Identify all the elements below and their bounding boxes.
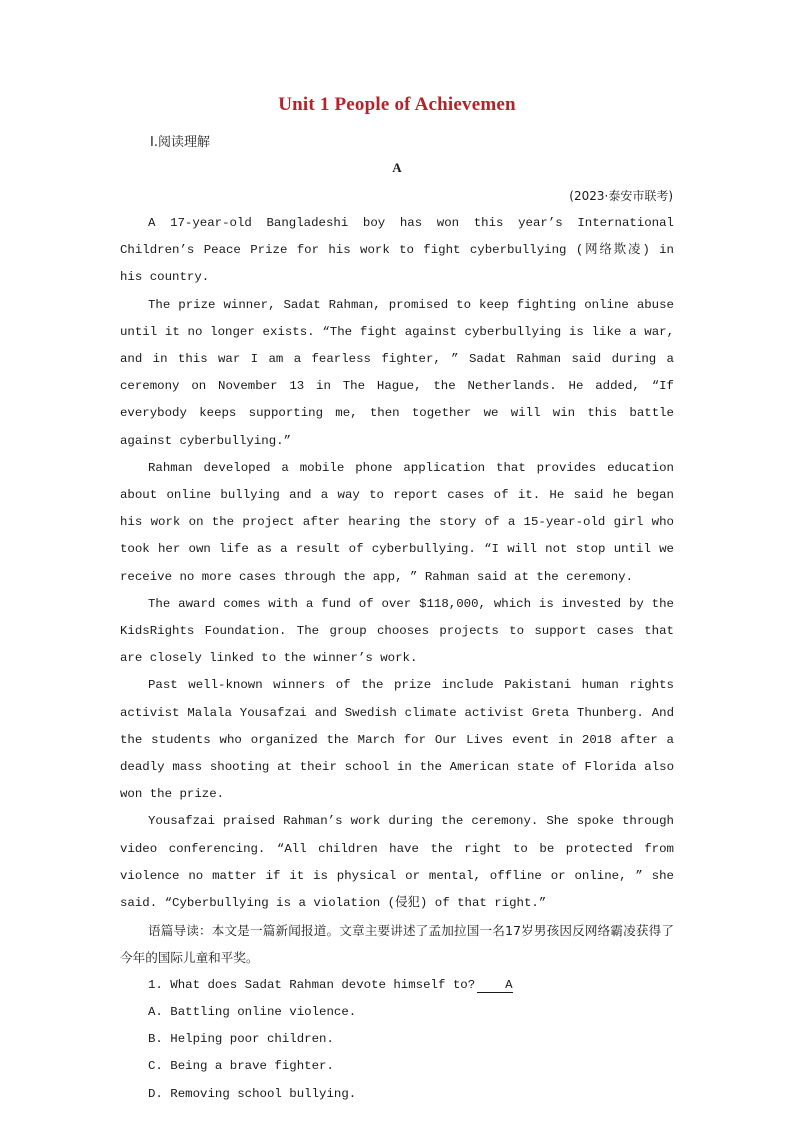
section-heading: Ⅰ.阅读理解 xyxy=(150,135,210,150)
option-a: A. Battling online violence. xyxy=(148,1004,357,1019)
paragraph-2: The prize winner, Sadat Rahman, promised to keep fighting online abuse until it no longer exists. “The fight against cyberbullying is like a war, and in this war I am a fearless fighter, ” Sadat Rahman said during a ceremony on November 13 in The Hague, the Netherlands. He added, “If everybody keeps supporting me, then together we will win this battle against cyberbullying.” xyxy=(120,297,674,448)
unit-title: Unit 1 People of Achievemen xyxy=(278,94,516,115)
paragraph-6: Yousafzai praised Rahman’s work during the ceremony. She spoke through video conferencing. “All children have the right to be protected from violence no matter if it is physical or mental, offline or online, ” she said. “Cyberbullying is a violation (侵犯) of that right.” xyxy=(120,814,674,911)
passage-label: A xyxy=(392,160,402,175)
paragraph-3: Rahman developed a mobile phone application that provides education about online bullying and a way to report cases of it. He said he began his work on the project after hearing the story of a 15-year-old girl who took her own life as a result of cyberbullying. “I will not stop until we receive no more cases through the app, ” Rahman said at the ceremony. xyxy=(120,460,674,584)
option-b: B. Helping poor children. xyxy=(148,1032,334,1047)
reading-guide: 语篇导读：本文是一篇新闻报道。文章主要讲述了孟加拉国一名17岁男孩因反网络霸凌获得了今年的国际儿童和平奖。 xyxy=(120,923,674,966)
option-c: C. Being a brave fighter. xyxy=(148,1059,334,1074)
question-stem: 1. What does Sadat Rahman devote himself to? xyxy=(148,977,476,992)
paragraph-5: Past well-known winners of the prize include Pakistani human rights activist Malala Yousafzai and Swedish climate activist Greta Thunberg. And the students who organized the March for Our Lives event in 2018 after a deadly mass shooting at their school in the American state of Florida also won the prize. xyxy=(120,678,674,802)
paragraph-1: A 17-year-old Bangladeshi boy has won this year’s International Children’s Peace Prize for his work to fight cyberbullying (网络欺凌) in his country. xyxy=(120,216,674,285)
question-1 xyxy=(120,972,674,999)
source-note: (2023·泰安市联考) xyxy=(569,189,673,203)
option-d: D. Removing school bullying. xyxy=(148,1086,357,1101)
paragraph-4: The award comes with a fund of over $118,000, which is invested by the KidsRights Foundation. The group chooses projects to support cases that are closely linked to the winner’s work. xyxy=(120,596,674,666)
answer-blank: A xyxy=(477,978,512,993)
passage-body xyxy=(120,210,674,1108)
